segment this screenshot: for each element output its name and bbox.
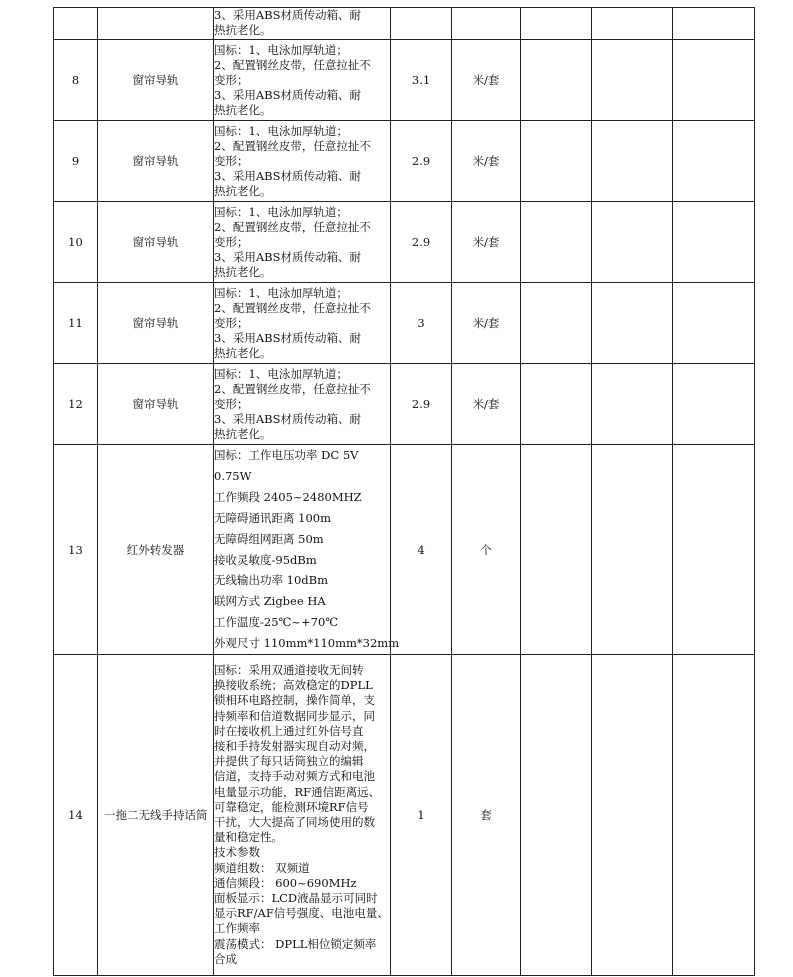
spec-line: 3、采用ABS材质传动箱、耐: [214, 411, 361, 426]
spec-line: 3、采用ABS材质传动箱、耐: [214, 8, 361, 22]
spec-line: 变形；: [214, 72, 249, 87]
item-quantity: 1: [391, 655, 452, 976]
item-quantity: 3: [391, 283, 452, 364]
spec-line: 接收灵敏度-95dBm: [214, 552, 317, 567]
spec-line: 联网方式 Zigbee HA: [214, 594, 326, 609]
spec-line: 量和稳定性。: [214, 830, 283, 845]
item-name: 窗帘导轨: [98, 202, 214, 283]
item-unit: [452, 8, 521, 40]
item-quantity: 2.9: [391, 202, 452, 283]
spec-line: 锁相环电路控制，操作简单，支: [214, 693, 375, 708]
empty-cell: [673, 40, 755, 121]
item-name: 窗帘导轨: [98, 364, 214, 445]
spec-line: 变形；: [214, 234, 249, 249]
spec-line: 无障碍组网距离 50m: [214, 531, 324, 546]
spec-line: 2、配置钢丝皮带，任意拉扯不: [214, 57, 371, 72]
spec-line: 2、配置钢丝皮带，任意拉扯不: [214, 381, 371, 396]
spec-line: 无线输出功率 10dBm: [214, 573, 329, 588]
spec-line: 震荡模式： DPLL相位锁定频率: [214, 936, 377, 951]
spec-line: 3、采用ABS材质传动箱、耐: [214, 249, 361, 264]
spec-line: 电量显示功能，RF通信距离远、: [214, 784, 381, 799]
spec-line: 变形；: [214, 153, 249, 168]
spec-line: 2、配置钢丝皮带，任意拉扯不: [214, 300, 371, 315]
row-number: 14: [54, 655, 98, 976]
empty-cell: [673, 364, 755, 445]
spec-line: 国标：采用双通道接收无间转: [214, 663, 364, 678]
table-row: [54, 283, 755, 364]
row-number: 10: [54, 202, 98, 283]
row-number: 12: [54, 364, 98, 445]
table-row: [54, 40, 755, 121]
item-spec: [214, 121, 391, 202]
spec-line: 热抗老化。: [214, 426, 272, 441]
table-row: [54, 8, 755, 40]
spec-line: 无障碍通讯距离 100m: [214, 510, 332, 525]
item-name: 红外转发器: [98, 445, 214, 655]
spec-line: 国标：1、电泳加厚轨道；: [214, 42, 348, 57]
empty-cell: [521, 445, 592, 655]
item-quantity: 3.1: [391, 40, 452, 121]
item-quantity: 4: [391, 445, 452, 655]
spec-line: 热抗老化。: [214, 23, 272, 37]
spec-line: 3、采用ABS材质传动箱、耐: [214, 87, 361, 102]
spec-line: 国标：1、电泳加厚轨道；: [214, 366, 348, 381]
item-name: 窗帘导轨: [98, 121, 214, 202]
item-name: 窗帘导轨: [98, 283, 214, 364]
empty-cell: [592, 364, 673, 445]
spec-line: 可靠稳定，能检测环境RF信号: [214, 799, 369, 814]
item-quantity: 2.9: [391, 364, 452, 445]
empty-cell: [521, 202, 592, 283]
spec-line: 国标：1、电泳加厚轨道；: [214, 123, 348, 138]
item-spec: [214, 8, 391, 40]
spec-line: 技术参数: [214, 845, 260, 860]
spec-line: 热抗老化。: [214, 345, 272, 360]
table-row: [54, 655, 755, 976]
spec-line: 热抗老化。: [214, 102, 272, 117]
spec-line: 0.75W: [214, 468, 252, 483]
spec-line: 工作频段 2405~2480MHZ: [214, 489, 362, 504]
row-number: 8: [54, 40, 98, 121]
spec-line: 2、配置钢丝皮带，任意拉扯不: [214, 219, 371, 234]
empty-cell: [673, 121, 755, 202]
item-unit: 米/套: [452, 40, 521, 121]
table-row: [54, 202, 755, 283]
spec-line: 面板显示：LCD液晶显示可同时: [214, 891, 378, 906]
table-row: [54, 445, 755, 655]
empty-cell: [673, 8, 755, 40]
empty-cell: [592, 121, 673, 202]
spec-line: 通信频段： 600~690MHz: [214, 875, 357, 890]
spec-line: 国标：1、电泳加厚轨道；: [214, 285, 348, 300]
spec-line: 外观尺寸 110mm*110mm*32mm: [214, 636, 400, 651]
spec-line: 换接收系统；高效稳定的DPLL: [214, 678, 373, 693]
table-row: [54, 121, 755, 202]
row-number: 11: [54, 283, 98, 364]
item-spec: [214, 40, 391, 121]
item-name: 窗帘导轨: [98, 40, 214, 121]
spec-line: 频道组数： 双频道: [214, 860, 310, 875]
table-row: [54, 364, 755, 445]
empty-cell: [592, 40, 673, 121]
item-unit: 米/套: [452, 364, 521, 445]
empty-cell: [673, 445, 755, 655]
spec-line: 变形；: [214, 315, 249, 330]
spec-line: 国标：工作电压功率 DC 5V: [214, 448, 359, 462]
spec-line: 国标：1、电泳加厚轨道；: [214, 204, 348, 219]
item-spec: [214, 283, 391, 364]
spec-line: 热抗老化。: [214, 183, 272, 198]
spec-table: [53, 7, 755, 976]
spec-line: 时在接收机上通过红外信号直: [214, 723, 364, 738]
spec-line: 合成: [214, 951, 237, 966]
empty-cell: [521, 283, 592, 364]
empty-cell: [521, 8, 592, 40]
empty-cell: [521, 40, 592, 121]
empty-cell: [592, 202, 673, 283]
spec-line: 持频率和信道数据同步显示，同: [214, 708, 375, 723]
empty-cell: [521, 364, 592, 445]
empty-cell: [673, 202, 755, 283]
row-number: 13: [54, 445, 98, 655]
item-spec: [214, 445, 400, 655]
item-quantity: 2.9: [391, 121, 452, 202]
empty-cell: [673, 655, 755, 976]
spec-line: 变形；: [214, 396, 249, 411]
empty-cell: [521, 655, 592, 976]
item-unit: 米/套: [452, 283, 521, 364]
item-spec: [214, 202, 391, 283]
empty-cell: [673, 283, 755, 364]
spec-line: 3、采用ABS材质传动箱、耐: [214, 330, 361, 345]
spec-line: 显示RF/AF信号强度、电池电量、: [214, 906, 389, 921]
spec-line: 工作频率: [214, 921, 260, 936]
spec-line: 工作温度-25℃~+70℃: [214, 615, 339, 630]
item-unit: 米/套: [452, 202, 521, 283]
spec-line: 信道，支持手动对频方式和电池: [214, 769, 375, 784]
spec-line: 干扰，大大提高了同场使用的数: [214, 815, 375, 830]
empty-cell: [521, 121, 592, 202]
item-unit: 套: [452, 655, 521, 976]
row-number: [54, 8, 98, 40]
spec-line: 热抗老化。: [214, 264, 272, 279]
empty-cell: [592, 8, 673, 40]
spec-line: 并提供了每只话筒独立的编辑: [214, 754, 364, 769]
item-unit: 个: [452, 445, 521, 655]
empty-cell: [592, 655, 673, 976]
spec-line: 3、采用ABS材质传动箱、耐: [214, 168, 361, 183]
item-quantity: [391, 8, 452, 40]
item-name: [98, 8, 214, 40]
row-number: 9: [54, 121, 98, 202]
spec-line: 接和手持发射器实现自动对频，: [214, 739, 375, 754]
item-spec: [214, 364, 391, 445]
spec-line: 2、配置钢丝皮带，任意拉扯不: [214, 138, 371, 153]
empty-cell: [592, 445, 673, 655]
empty-cell: [592, 283, 673, 364]
item-unit: 米/套: [452, 121, 521, 202]
item-spec: [214, 655, 391, 976]
item-name: 一拖二无线手持话筒: [98, 655, 214, 976]
